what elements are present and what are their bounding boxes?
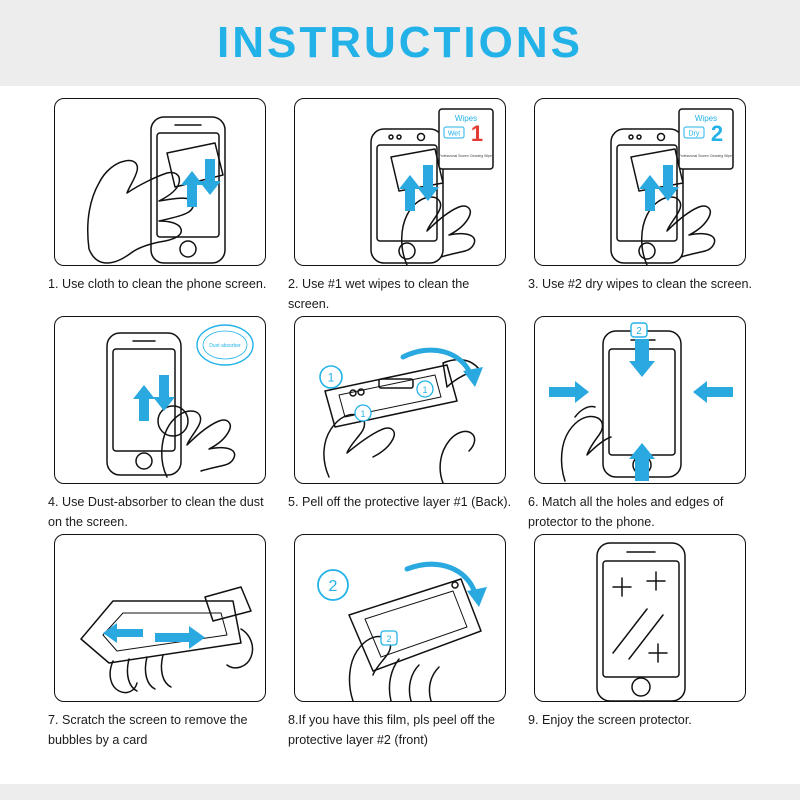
sticker-label: Dust absorber xyxy=(209,343,241,349)
up-down-arrow-icon xyxy=(133,375,175,421)
step-8-illustration xyxy=(294,534,506,702)
tab-badge-1b: 1 xyxy=(360,409,366,419)
step-1-caption: 1. Use cloth to clean the phone screen. xyxy=(48,277,267,291)
packet-number-3: 2 xyxy=(710,121,724,146)
step-9-caption: 9. Enjoy the screen protector. xyxy=(528,713,692,727)
step-6-illustration xyxy=(534,316,746,484)
left-right-arrow-icon xyxy=(103,623,205,649)
packet-title-2: Wipes xyxy=(454,114,478,123)
shine-line-icon xyxy=(613,609,663,659)
tab-2-badge-group xyxy=(631,323,647,337)
step-cell-9 xyxy=(520,534,760,769)
dust-absorber-sticker-icon xyxy=(197,325,253,365)
step-8-caption: 8.If you have this film, pls peel off the protective layer #2 (front) xyxy=(288,713,495,747)
packet-tag-3: Dry xyxy=(688,130,700,138)
step-4-caption: 4. Use Dust-absorber to clean the dust on the screen. xyxy=(48,495,264,529)
phone-icon xyxy=(597,543,685,701)
up-down-arrow-icon xyxy=(181,159,221,207)
step-cell-4 xyxy=(40,316,280,534)
page-title: INSTRUCTIONS xyxy=(217,18,583,67)
step-7-caption: 7. Scratch the screen to remove the bubbles by a card xyxy=(48,713,248,747)
tab-1-badge-group xyxy=(320,366,433,421)
left-margin xyxy=(0,86,14,784)
step-2-illustration xyxy=(294,98,506,266)
tab-badge-2b: 2 xyxy=(386,634,392,644)
step-cell-8 xyxy=(280,534,520,769)
step-cell-1 xyxy=(40,98,280,316)
packet-sub-2: Professional Screen Cleaning Wipes xyxy=(438,154,494,158)
packet-title-3: Wipes xyxy=(694,114,718,123)
wipe-packet-icon xyxy=(678,109,733,169)
step-7-illustration xyxy=(54,534,266,702)
step-cell-2 xyxy=(280,98,520,316)
step-3-illustration xyxy=(534,98,746,266)
step-cell-6 xyxy=(520,316,760,534)
steps-grid xyxy=(40,98,760,769)
up-down-arrow-icon xyxy=(399,165,439,211)
tab-badge-1a: 1 xyxy=(327,370,335,385)
step-1-illustration xyxy=(54,98,266,266)
phone-icon xyxy=(349,579,481,671)
wipe-packet-icon xyxy=(438,109,493,169)
packet-sub-3: Professional Screen Cleaning Wipes xyxy=(678,154,734,158)
tab-badge-2: 2 xyxy=(636,326,642,337)
step-5-caption: 5. Pell off the protective layer #1 (Back). xyxy=(288,495,512,509)
packet-tag-2: Wet xyxy=(447,130,461,138)
protector-film-icon xyxy=(325,365,457,427)
step-5-illustration xyxy=(294,316,506,484)
footer-band xyxy=(0,784,800,800)
hand-icon xyxy=(158,406,235,477)
right-margin xyxy=(786,86,800,784)
header-band xyxy=(0,0,800,86)
hand-icon xyxy=(88,160,194,263)
step-cell-7 xyxy=(40,534,280,769)
step-2-caption: 2. Use #1 wet wipes to clean the screen. xyxy=(288,277,470,311)
up-down-arrow-icon xyxy=(639,165,679,211)
align-arrow-icon xyxy=(549,339,733,481)
step-cell-5 xyxy=(280,316,520,534)
packet-number-2: 1 xyxy=(470,121,484,146)
step-6-caption: 6. Match all the holes and edges of protector to the phone. xyxy=(528,495,724,529)
step-4-illustration xyxy=(54,316,266,484)
step-3-caption: 3. Use #2 dry wipes to clean the screen. xyxy=(528,277,753,291)
card-icon xyxy=(205,587,251,621)
step-9-illustration xyxy=(534,534,746,702)
tab-badge-2a: 2 xyxy=(328,578,338,595)
tab-badge-1c: 1 xyxy=(422,385,428,395)
peel-arrow-icon xyxy=(403,350,471,375)
step-cell-3 xyxy=(520,98,760,316)
